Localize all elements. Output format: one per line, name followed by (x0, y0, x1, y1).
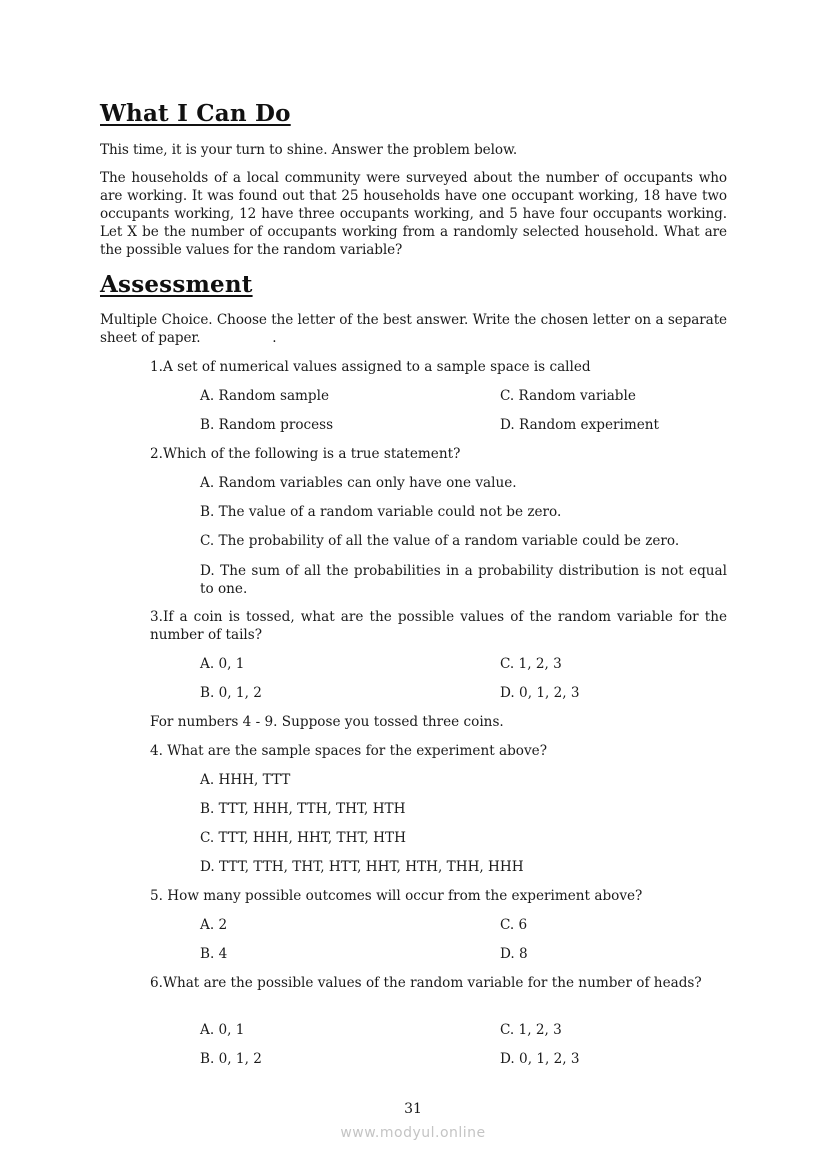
group-note: For numbers 4 - 9. Suppose you tossed three coins. (150, 714, 504, 730)
q4-option-a: A. HHH, TTT (200, 772, 291, 788)
section-title-what-i-can-do: What I Can Do (100, 100, 291, 127)
q2-option-a: A. Random variables can only have one value. (200, 475, 517, 491)
page-number: 31 (404, 1101, 422, 1117)
q5-option-b: B. 4 (200, 946, 228, 962)
q2-option-b: B. The value of a random variable could not be zero. (200, 504, 562, 520)
q6-option-c: C. 1, 2, 3 (500, 1022, 562, 1038)
q5-option-d: D. 8 (500, 946, 528, 962)
question-1: 1.A set of numerical values assigned to a sample space is called (150, 359, 591, 375)
q3-option-d: D. 0, 1, 2, 3 (500, 685, 580, 701)
q6-option-d: D. 0, 1, 2, 3 (500, 1051, 580, 1067)
question-4: 4. What are the sample spaces for the experiment above? (150, 743, 547, 759)
intro-text: This time, it is your turn to shine. Answer the problem below. (100, 142, 518, 158)
question-5: 5. How many possible outcomes will occur from the experiment above? (150, 888, 643, 904)
q6-option-a: A. 0, 1 (200, 1022, 245, 1038)
instructions-text: Multiple Choice. Choose the letter of the best answer. Write the chosen letter on a separate sheet of paper. . (100, 312, 732, 346)
q5-option-c: C. 6 (500, 917, 528, 933)
q1-option-b: B. Random process (200, 417, 334, 433)
q4-option-b: B. TTT, HHH, TTH, THT, HTH (200, 801, 406, 817)
section-title-assessment: Assessment (100, 271, 253, 298)
q3-option-c: C. 1, 2, 3 (500, 656, 562, 672)
q1-option-a: A. Random sample (200, 388, 330, 404)
q4-option-d: D. TTT, TTH, THT, HTT, HHT, HTH, THH, HHH (200, 859, 524, 875)
q1-option-c: C. Random variable (500, 388, 636, 404)
footer-watermark: www.modyul.online (340, 1125, 486, 1141)
q4-option-c: C. TTT, HHH, HHT, THT, HTH (200, 830, 406, 846)
q2-option-d: D. The sum of all the probabilities in a probability distribution is not equal to one. (200, 563, 727, 597)
q2-option-c: C. The probability of all the value of a random variable could be zero. (200, 533, 680, 549)
q5-option-a: A. 2 (200, 917, 228, 933)
question-6: 6.What are the possible values of the random variable for the number of heads? (150, 975, 702, 991)
problem-text: The households of a local community were surveyed about the number of occupants who are working. It was found out that 25 households have one occupant working, 18 have two occupants working, 12 have three occupants working, and 5 have four occupants working. Let X be the number of occupants working from a randomly selected household. What are the possible values for the random variable? (100, 170, 727, 258)
question-2: 2.Which of the following is a true statement? (150, 446, 461, 462)
question-3: 3.If a coin is tossed, what are the possible values of the random variable for the number of tails? (150, 609, 727, 643)
q3-option-b: B. 0, 1, 2 (200, 685, 262, 701)
q1-option-d: D. Random experiment (500, 417, 660, 433)
q3-option-a: A. 0, 1 (200, 656, 245, 672)
q6-option-b: B. 0, 1, 2 (200, 1051, 262, 1067)
